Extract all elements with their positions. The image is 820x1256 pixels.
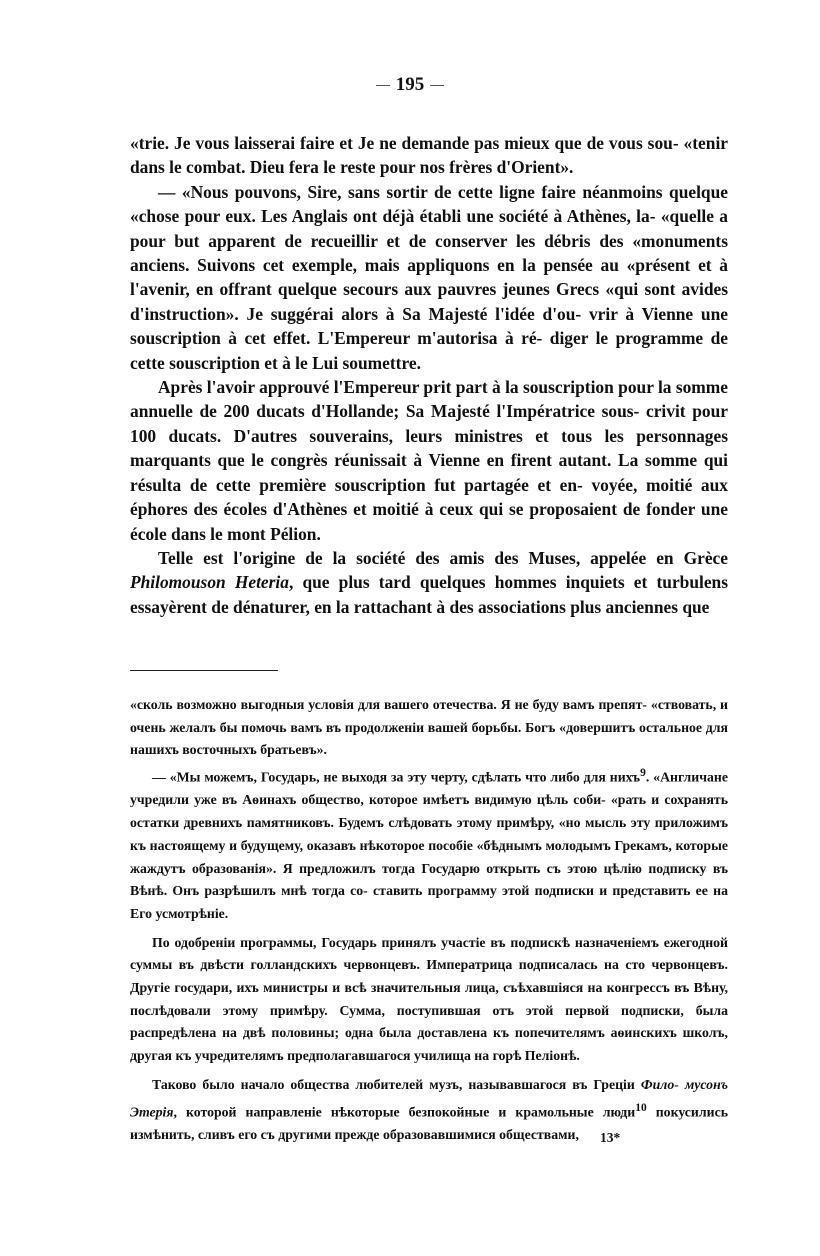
footnote-divider (130, 670, 278, 671)
society-name-russian: Фило- мусонъ Этерія (130, 1076, 729, 1120)
paragraph-2: — «Nous pouvons, Sire, sans sortir de cette ligne faire néanmoins quelque «chose pour eux. Les Anglais ont déjà établi une société à Athènes, la- «quelle a pour but apparent de recueillir et de conserver les débris des «monuments anciens. Suivons cet exemple, mais appliquons en la pensée au «présent et à l'avenir, en offrant quelque secours aux pauvres jeunes Grecs «qui sont avides d'instruction». Je suggérai alors à Sa Majesté l'idée d'ou- vrir à Vienne une souscription à cet effet. L'Empereur m'autorisa à ré- diger le programme de cette souscription et à le Lui soumettre. (130, 181, 728, 373)
paragraph-4-start: Telle est l'origine de la société des amis des Muses, appelée en Grèce (158, 547, 728, 568)
footnote-paragraph-1: «сколь возможно выгодныя условія для вашего отечества. Я не буду вамъ препят- «ствовать, и очень желалъ бы помочь вамъ въ продолженіи вашей борьбы. Богъ «довершитъ остальное для нашихъ восточныхъ братьевъ». (130, 697, 728, 758)
footnote-paragraph-4-start: Таково было начало общества любителей музъ, называвшагося въ Греціи (152, 1076, 635, 1092)
footnote-paragraph-2-start: — «Мы можемъ, Государь, не выходя за эту черту, сдѣлать что либо для нихъ (152, 769, 641, 785)
footnote-paragraph-4-mid: , которой направленіе нѣкоторые безпокойные и крамольные люди (173, 1104, 636, 1120)
paragraph-3: Après l'avoir approuvé l'Empereur prit part à la souscription pour la somme annuelle de 200 ducats d'Hollande; Sa Majesté l'Impératrice sous- crivit pour 100 ducats. D'autres souverains, leurs ministres et tous les personnages marquants que le congrès réunissait à Vienne en firent autant. La somme qui résulta de cette première souscription fut partagée et en- voyée, moitié aux éphores des écoles d'Athènes et moitié à ceux qui se proposaient de fonder une école dans le mont Pélion. (130, 377, 728, 544)
note-ref-9: 9 (640, 767, 646, 780)
society-name-french: Philomouson Heteria (130, 572, 289, 593)
paragraph-1: «trie. Je vous laisserai faire et Je ne demande pas mieux que de vous sou- «tenir dans le combat. Dieu fera le reste pour nos frères d'Orient». (130, 133, 728, 178)
footnote-paragraph-2 (130, 762, 728, 926)
footnote-paragraph-2-end: . «Англичане учредили уже въ Аѳинахъ общество, которое имѣетъ видимую цѣль соби- «рать и сохранять остатки древнихъ памятниковъ. Будемъ слѣдовать этому примѣру, «но мысль эту приложимъ къ настоящему и будущему, оказавъ нѣкоторое пособіе «бѣднымъ молодымъ Грекамъ, которые жаждутъ образованія». Я предложилъ тогда Государю открыть съ этою цѣлію подписку въ Вѣнѣ. Онъ разрѣшилъ мнѣ тогда со- ставить программу этой подписки и представить ее на Его усмотрѣніе. (130, 769, 728, 921)
paragraph-4 (130, 546, 728, 619)
note-ref-10: 10 (635, 1101, 647, 1114)
paragraph-4-end: , que plus tard quelques hommes inquiets et turbulens essayèrent de dénaturer, en la rattachant à des associations plus anciennes que (130, 572, 728, 617)
page-number: 195 (0, 74, 820, 96)
main-text (130, 131, 728, 619)
footnote-paragraph-4 (130, 1074, 728, 1147)
signature-mark: 13* (600, 1130, 621, 1145)
footnote-paragraph-3: По одобреніи программы, Государь принялъ участіе въ подпискѣ назначеніемъ ежегодной суммы въ двѣсти голландскихъ червонцевъ. Императрица подписалась на сто червонцевъ. Другіе государи, ихъ министры и всѣ значительныя лица, съѣхавшіяся на конгрессъ въ Вѣну, послѣдовали этому примѣру. Сумма, поступившая отъ этой первой подписки, была распредѣлена на двѣ половины; одна была доставлена къ попечителямъ аѳинскихъ школъ, другая къ учредителямъ предполагавшагося училища на горѣ Пеліонѣ. (130, 934, 728, 1064)
footnotes-russian (130, 694, 728, 1147)
footnote-paragraph-4-end: покусились измѣнить, сливъ его съ другими прежде образовавшимися обществами, (130, 1104, 728, 1142)
